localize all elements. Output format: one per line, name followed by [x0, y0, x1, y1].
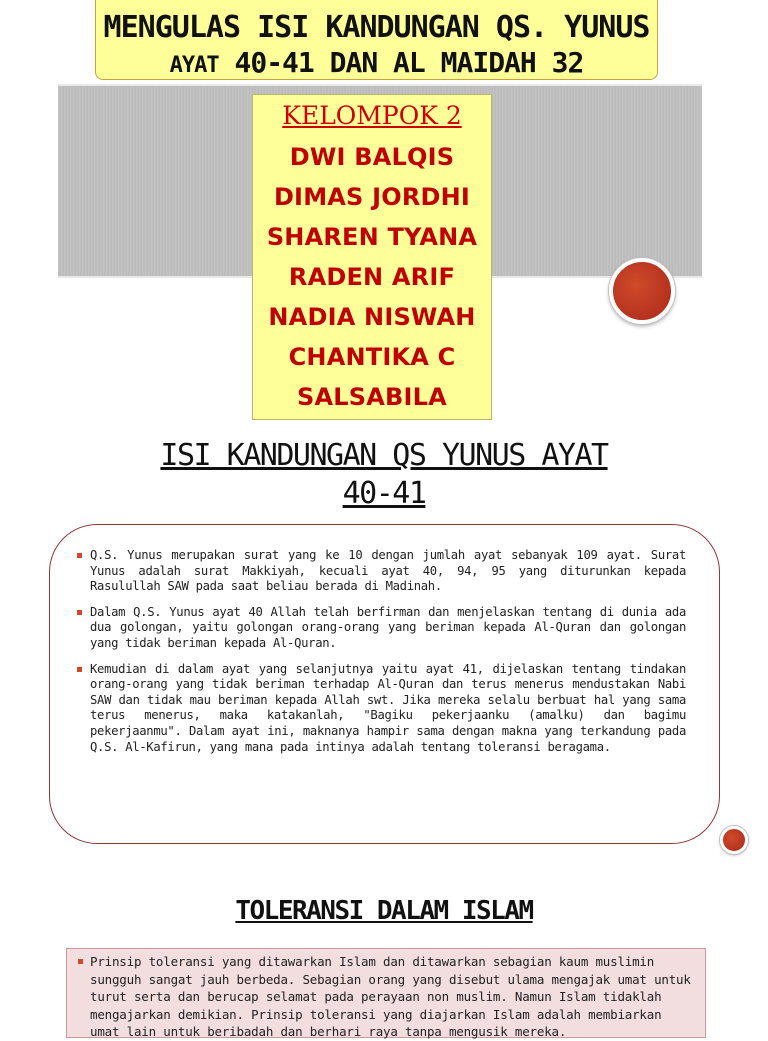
title-line-1: MENGULAS ISI KANDUNGAN QS. YUNUS — [103, 10, 650, 45]
member-name: DIMAS JORDHI — [273, 183, 471, 211]
bullet-item: Dalam Q.S. Yunus ayat 40 Allah telah berfirman dan menjelaskan tentang di dunia ada dua golongan, yaitu golongan orang-orang yang beriman kepada Al-Quran dan golongan yang tidak beriman kepada Al-Quran. — [74, 605, 686, 652]
toleransi-box — [66, 948, 706, 1038]
group-title: KELOMPOK 2 — [282, 101, 462, 130]
member-name: SALSABILA — [297, 383, 447, 411]
decorative-circle-small — [720, 826, 748, 854]
member-name: NADIA NISWAH — [268, 303, 476, 331]
member-name: SHAREN TYANA — [266, 223, 478, 251]
bullet-list — [74, 548, 686, 765]
bullet-item: Q.S. Yunus merupakan surat yang ke 10 dengan jumlah ayat sebanyak 109 ayat. Surat Yunus adalah surat Makkiyah, kecuali ayat 40, 94, 95 yang diturunkan kepada Rasulullah SAW pada saat beliau berada di Madinah. — [74, 548, 686, 595]
decorative-circle-large — [609, 258, 675, 324]
toleransi-paragraph: Prinsip toleransi yang ditawarkan Islam dan ditawarkan sebagian kaum muslimin sungguh sangat jauh berbeda. Sebagian orang yang disebut ulama mengajak umat untuk turut serta dan berucap selamat pada perayaan non muslim. Namun Islam tidaklah mengajarkan demikian. Prinsip toleransi yang diajarkan Islam adalah membiarkan umat lain untuk beribadah dan berhari raya tanpa mengusik mereka. — [76, 953, 696, 1041]
group-members-box — [252, 94, 492, 420]
section-heading-line-1: ISI KANDUNGAN QS YUNUS AYAT — [160, 438, 608, 473]
title-prefix: AYAT — [169, 53, 219, 78]
toleransi-heading: TOLERANSI DALAM ISLAM — [235, 896, 533, 926]
member-name: DWI BALQIS — [289, 143, 455, 171]
member-name: RADEN ARIF — [288, 263, 456, 291]
bullet-item: Kemudian di dalam ayat yang selanjutnya yaitu ayat 41, dijelaskan tentang tindakan orang-orang yang tidak beriman terhadap Al-Quran dan terus menerus mendustakan Nabi SAW dan tidak mau beriman kepada Allah swt. Jika mereka selalu berbuat hal yang sama terus menerus, maka katakanlah, "Bagiku pekerjaanku (amalku) dan bagimu pekerjaanmu". Dalam ayat ini, maknanya hampir sama dengan makna yang terkandung pada Q.S. Al-Kafirun, yang mana pada intinya adalah tentang toleransi beragama. — [74, 662, 686, 756]
title-range: 40-41 DAN AL MAIDAH 32 — [234, 46, 584, 79]
title-line-2 — [96, 46, 657, 79]
member-name: CHANTIKA C — [288, 343, 456, 371]
section-heading-line-2: 40-41 — [342, 476, 426, 511]
title-box — [95, 0, 658, 80]
